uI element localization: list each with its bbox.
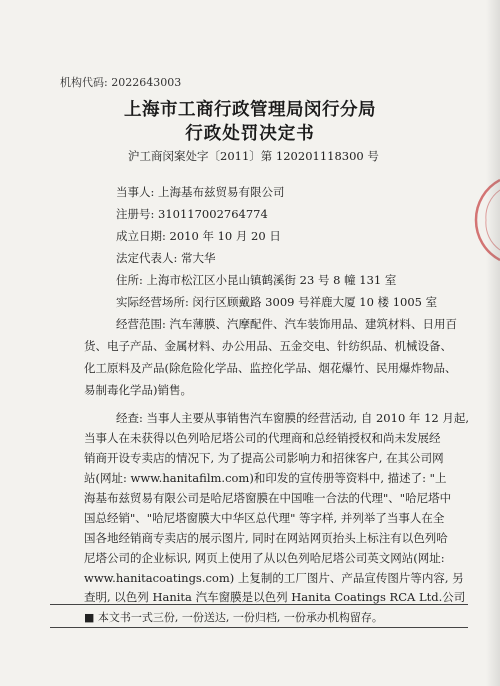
- body-line: www.hanitacoatings.com) 上复制的工厂图片、产品宣传图片等内容, 另: [84, 571, 464, 585]
- body-line: 尼塔公司的企业标识, 网页上使用了从以色列哈尼塔公司英文网站(网址:: [84, 551, 445, 565]
- scan-shadow: [486, 0, 500, 686]
- doc-number: 沪工商闵案处字〔2011〕第 120201118300 号: [128, 149, 379, 163]
- info-scope: 经营范围: 汽车薄膜、汽摩配件、汽车装饰用品、建筑材料、日用百: [116, 317, 458, 331]
- org-code: 机构代码: 2022643003: [60, 76, 182, 89]
- scope-line: 易制毒化学品)销售。: [84, 383, 192, 397]
- body-line: 经查: 当事人主要从事销售汽车窗膜的经营活动, 自 2010 年 12 月起,: [116, 411, 470, 425]
- footer-note: ■ 本文书一式三份, 一份送达, 一份归档, 一份承办机构留存。: [84, 611, 383, 624]
- doc-title-type: 行政处罚决定书: [185, 124, 315, 144]
- scope-line: 化工原料及产品(除危险化学品、监控化学品、烟花爆竹、民用爆炸物品、: [84, 361, 457, 375]
- scope-line: 货、电子产品、金属材料、办公用品、五金交电、针纺织品、机械设备、: [84, 339, 452, 353]
- info-party: 当事人: 上海基布兹贸易有限公司: [116, 185, 285, 199]
- doc-title-issuer: 上海市工商行政管理局闵行分局: [124, 100, 376, 120]
- body-line: 站(网址: www.hanitafilm.com)和印发的宣传册等资料中, 描述了: "上: [84, 471, 447, 485]
- info-address: 住所: 上海市松江区小昆山镇鹤溪街 23 号 8 幢 131 室: [116, 273, 397, 287]
- body-line: 当事人在未获得以色列哈尼塔公司的代理商和总经销授权和尚未发展经: [84, 431, 441, 445]
- body-line: 国总经销"、"哈尼塔窗膜大中华区总代理" 等字样, 并列举了当事人在全: [84, 511, 445, 525]
- body-line: 销商开设专卖店的情况下, 为了提高公司影响力和招徕客户, 在其公司网: [84, 451, 444, 465]
- body-line: 国各地经销商专卖店的展示图片, 同时在网站网页抬头上标注有以色列哈: [84, 531, 448, 545]
- info-reg-no: 注册号: 310117002764774: [116, 207, 268, 221]
- footer-rule-bottom: [50, 627, 468, 628]
- body-line: 查明, 以色列 Hanita 汽车窗膜是以色列 Hanita Coatings RCA Ltd.公司: [84, 590, 466, 604]
- body-line: 海基布兹贸易有限公司是哈尼塔窗膜在中国唯一合法的代理"、"哈尼塔中: [84, 491, 452, 505]
- info-business-site: 实际经营场所: 闵行区顾戴路 3009 号祥鹿大厦 10 楼 1005 室: [116, 295, 438, 309]
- info-founded: 成立日期: 2010 年 10 月 20 日: [116, 229, 281, 243]
- info-legal-rep: 法定代表人: 常大华: [116, 251, 216, 265]
